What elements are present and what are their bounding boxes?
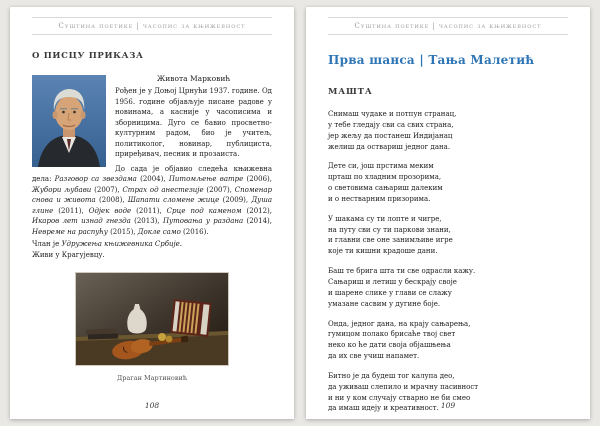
painting-block: [32, 272, 272, 382]
poem-line: умазане сасвим у дугине боје.: [328, 299, 441, 308]
work-title: Путовања у раздана: [162, 217, 244, 226]
poem-line: неко ко ће дати своја објашњења: [328, 341, 451, 350]
work-title: Страх од анестезије: [122, 185, 204, 194]
work-year: (2011),: [131, 206, 167, 215]
work-title: Докле само: [137, 227, 181, 236]
work-year: (2015),: [107, 227, 138, 236]
poem-line: јер жељу да постанеш Индијанац: [328, 131, 453, 140]
works-paragraph: [32, 164, 272, 238]
page-number-left: 108: [144, 401, 160, 410]
author-portrait-photo: [32, 75, 106, 167]
poem-stanza: [328, 161, 568, 204]
poem-line: о световима сањариш далеким: [328, 184, 443, 193]
work-year: (2012),: [241, 206, 273, 215]
work-title: Жубори љубави: [32, 185, 92, 194]
poem-stanza: [328, 266, 568, 309]
poem-line: које ти кишни крадоше дани.: [328, 247, 438, 256]
poem-line: и о нестварним призорима.: [328, 194, 431, 203]
membership-line: Члан је Удружења књижевника Србије.: [32, 240, 183, 249]
poem-line: да уживаш слепило и мрачну пасивност: [328, 382, 479, 391]
work-year: (2011),: [53, 206, 89, 215]
poem-body: [328, 109, 568, 414]
work-title: Одјек воде: [88, 206, 132, 215]
author-bio-text: Рођен је у Доњој Црнући 1937. године. Од 1956. године објављује писане радове у новинама, а касније у часописима и зборницима. Дуго се бавио просветно-културним радом, био је учитељ, политиколог, новинар, публициста, приређивач, песник и прозаиста.: [115, 87, 272, 159]
running-head-left: Суштина поетике | часопис за књижевност: [32, 17, 272, 35]
painting-caption: Драган Мартиновић: [116, 374, 188, 383]
poem-line: Сањариш и летиш у бескрају своје: [328, 277, 457, 286]
work-year: (2009),: [219, 196, 252, 205]
work-year: (2006),: [243, 175, 272, 184]
work-title: Споменар снова и живота: [32, 185, 273, 205]
author-bio-block: [32, 73, 272, 237]
work-year: (2007),: [91, 185, 123, 194]
work-year: (2014),: [243, 217, 272, 226]
page-right: [306, 7, 590, 419]
work-title: Душа глине: [32, 196, 273, 215]
work-year: (2007),: [203, 185, 235, 194]
poem-line: и главни све оне занимљиве игре: [328, 236, 453, 245]
work-title: Срце под каменом: [166, 206, 242, 215]
poem-line: и ни у ком случају стварно не би смео: [328, 393, 471, 402]
membership-org: Удружења књижевника Србије: [61, 240, 180, 249]
work-year: (2004),: [136, 175, 169, 184]
work-title: Икаров лет изнад гнезда: [32, 217, 131, 226]
work-year: (2013),: [130, 217, 163, 226]
poem-line: Битно је да будеш тог калупа део,: [328, 371, 455, 380]
poem-stanza: [328, 109, 568, 152]
poem-line: Онда, једног дана, на крају сањарења,: [328, 319, 471, 328]
membership-lines: [32, 239, 272, 260]
poem-line: да их све учиш напамет.: [328, 352, 420, 361]
poem-stanza: [328, 319, 568, 362]
running-head-right: Суштина поетике | часопис за књижевност: [328, 17, 568, 35]
poem-line: црташ по хладним прозорима,: [328, 173, 442, 182]
poem-line: Дете си, још прстима меким: [328, 162, 434, 171]
work-title: Питомљење ватре: [168, 175, 244, 184]
works-list: [32, 175, 272, 236]
poem-line: Баш те брига шта ти све одрасли кажу.: [328, 267, 476, 276]
author-name: Живота Марковић: [156, 74, 231, 83]
work-title: Шапати сломене жице: [127, 196, 220, 205]
poem-line: желиш да оствариш једног дана.: [328, 142, 451, 151]
residence-line: Живи у Крагујевцу.: [32, 250, 105, 259]
page-left: [10, 7, 294, 419]
page-number-right: 109: [440, 401, 456, 410]
poem-line: и шарене слике у глави се слажу: [328, 288, 452, 297]
poem-line: гумицом полако брисаће твој свет: [328, 330, 456, 339]
rubric-title: Прва шанса | Тања Малетић: [328, 53, 535, 67]
poem-line: да имаш идеју и креативност.: [328, 404, 439, 413]
works-intro: До сада је објавио следећа књижевна дела:: [32, 164, 272, 184]
section-title: О ПИСЦУ ПРИКАЗА: [32, 51, 144, 61]
poem-line: У шакама су ти лопте и чигре,: [328, 214, 442, 223]
work-year: (2016).: [180, 227, 209, 236]
poem-title: МАШТА: [328, 87, 373, 97]
still-life-painting: [75, 272, 229, 366]
poem-line: Снимаш чудаке и потпун странац,: [328, 110, 457, 118]
work-title: Невреме на распућу: [32, 227, 108, 236]
poem-line: у тебе гледају сви са свих страна,: [328, 120, 454, 129]
poem-stanza: [328, 214, 568, 257]
work-year: (2008),: [95, 196, 128, 205]
work-title: Разговор са звездама: [54, 175, 137, 184]
poem-line: на путу сви су ти паркови знани,: [328, 225, 451, 234]
